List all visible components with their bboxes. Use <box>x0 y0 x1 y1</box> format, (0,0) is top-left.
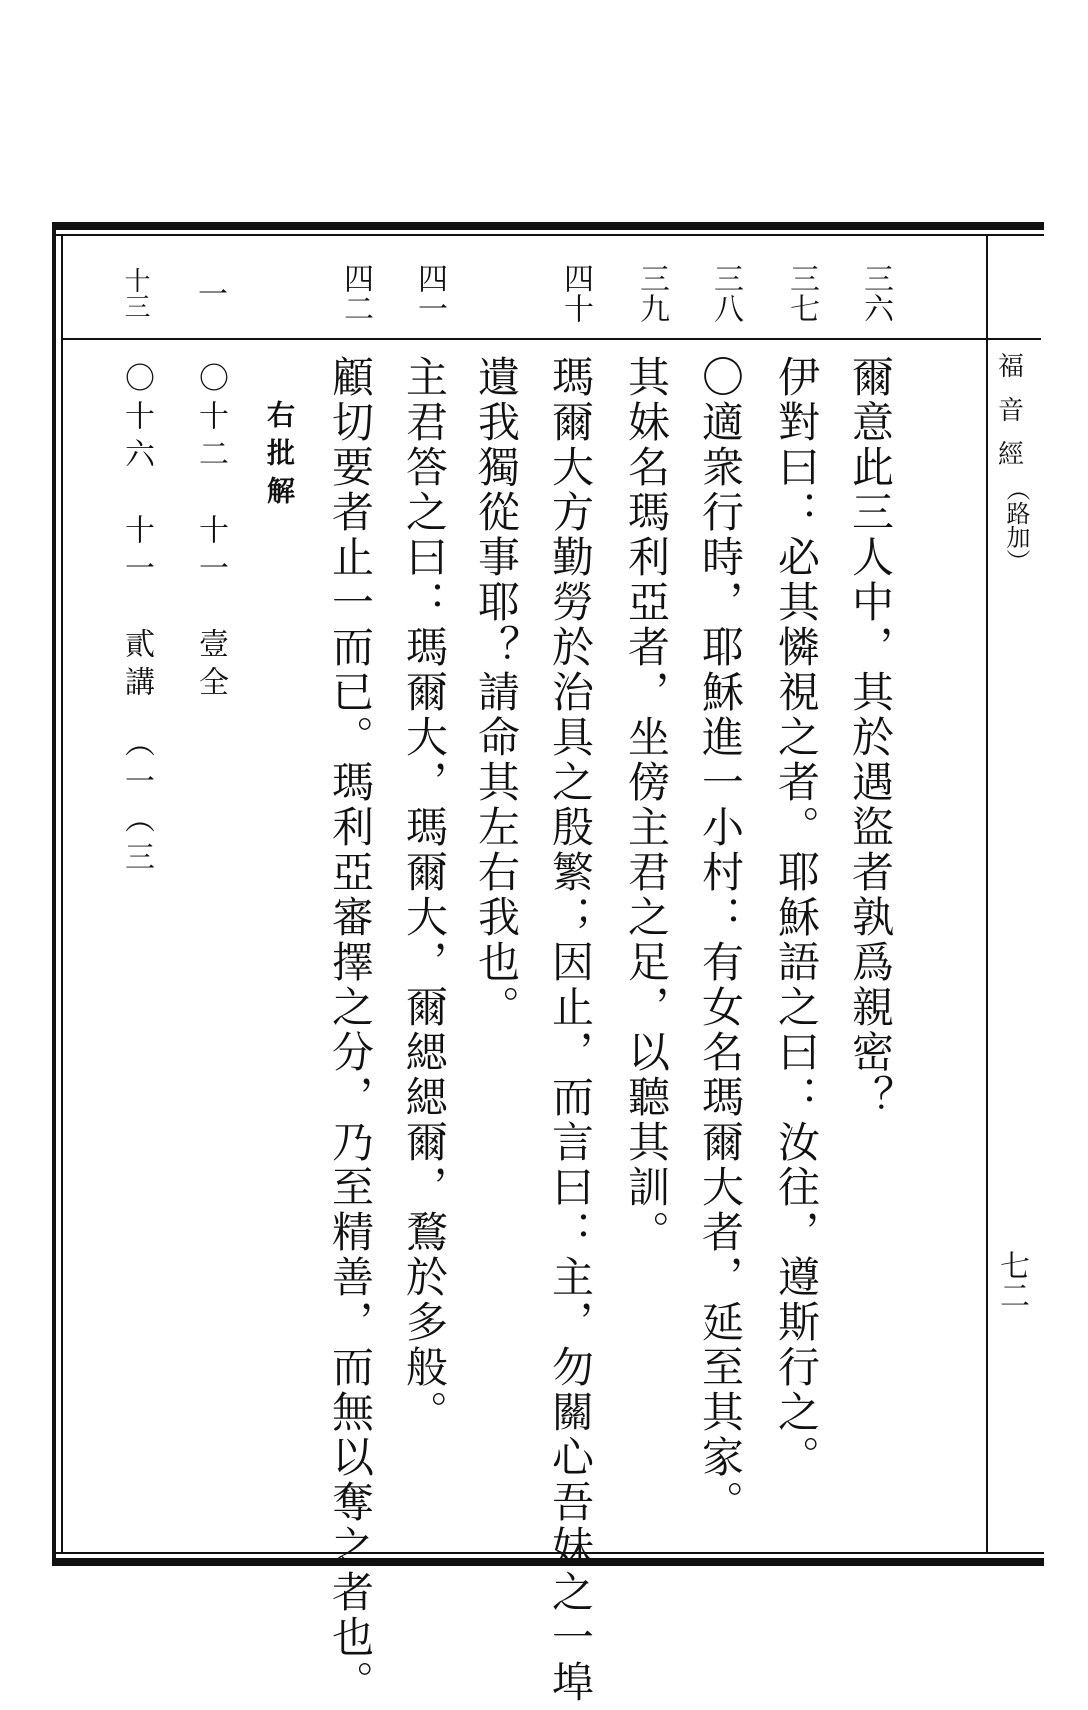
left-border-thin <box>61 234 63 1554</box>
book-title-char-2: 音 <box>997 396 1024 426</box>
verse-number-41: 四一 <box>412 263 447 323</box>
book-title-subtitle: （路加） <box>1002 477 1030 573</box>
margin-divider <box>986 236 988 1552</box>
page-number: 七二 <box>994 1250 1029 1310</box>
header-divider <box>63 338 1041 340</box>
cross-reference-2: 〇十六 十一 貳講 （一（三 <box>119 362 154 879</box>
verse-number-37: 三七 <box>784 263 819 323</box>
verse-number-42: 四二 <box>338 263 373 323</box>
book-title-char-3: 經 <box>997 440 1024 470</box>
commentary-note: 右批解 <box>263 400 296 514</box>
book-title <box>994 345 1028 573</box>
verse-36-text: 爾意此三人中，其於遇盜者孰爲親密？ <box>846 355 895 1120</box>
verse-number-39: 三九 <box>634 263 669 323</box>
verse-39-text: 其妹名瑪利亞者，坐傍主君之足，以聽其訓。 <box>622 355 671 1255</box>
chapter-number-13: 十三 <box>120 267 150 319</box>
left-border-thick <box>52 222 56 1566</box>
verse-40-continued-text: 遺我獨從事耶？請命其左右我也。 <box>472 355 521 1030</box>
chapter-number-1: 一 <box>192 278 227 308</box>
top-border-thin <box>52 234 1044 236</box>
verse-number-38: 三八 <box>708 263 743 323</box>
verse-40-text: 瑪爾大方勤勞於治具之殷繁；因止，而言曰：主，勿關心吾妹之一埠 <box>546 355 595 1705</box>
cross-reference-1: 〇十二 十一 壹全 <box>193 362 228 704</box>
verse-number-36: 三六 <box>858 263 893 323</box>
verse-37-text: 伊對曰：必其憐視之者。耶穌語之曰：汝往，遵斯行之。 <box>772 355 821 1480</box>
verse-38-text: 〇適衆行時，耶穌進一小村：有女名瑪爾大者，延至其家。 <box>696 355 745 1525</box>
verse-42-text: 顧切要者止一而已。瑪利亞審擇之分，乃至精善，而無以奪之者也。 <box>326 355 375 1705</box>
verse-number-40: 四十 <box>558 263 593 323</box>
book-title-char-1: 福 <box>997 352 1024 382</box>
top-border-thick <box>52 222 1044 230</box>
verse-41-text: 主君答之曰：瑪爾大，瑪爾大，爾緦緦爾，鶩於多般。 <box>400 355 449 1435</box>
